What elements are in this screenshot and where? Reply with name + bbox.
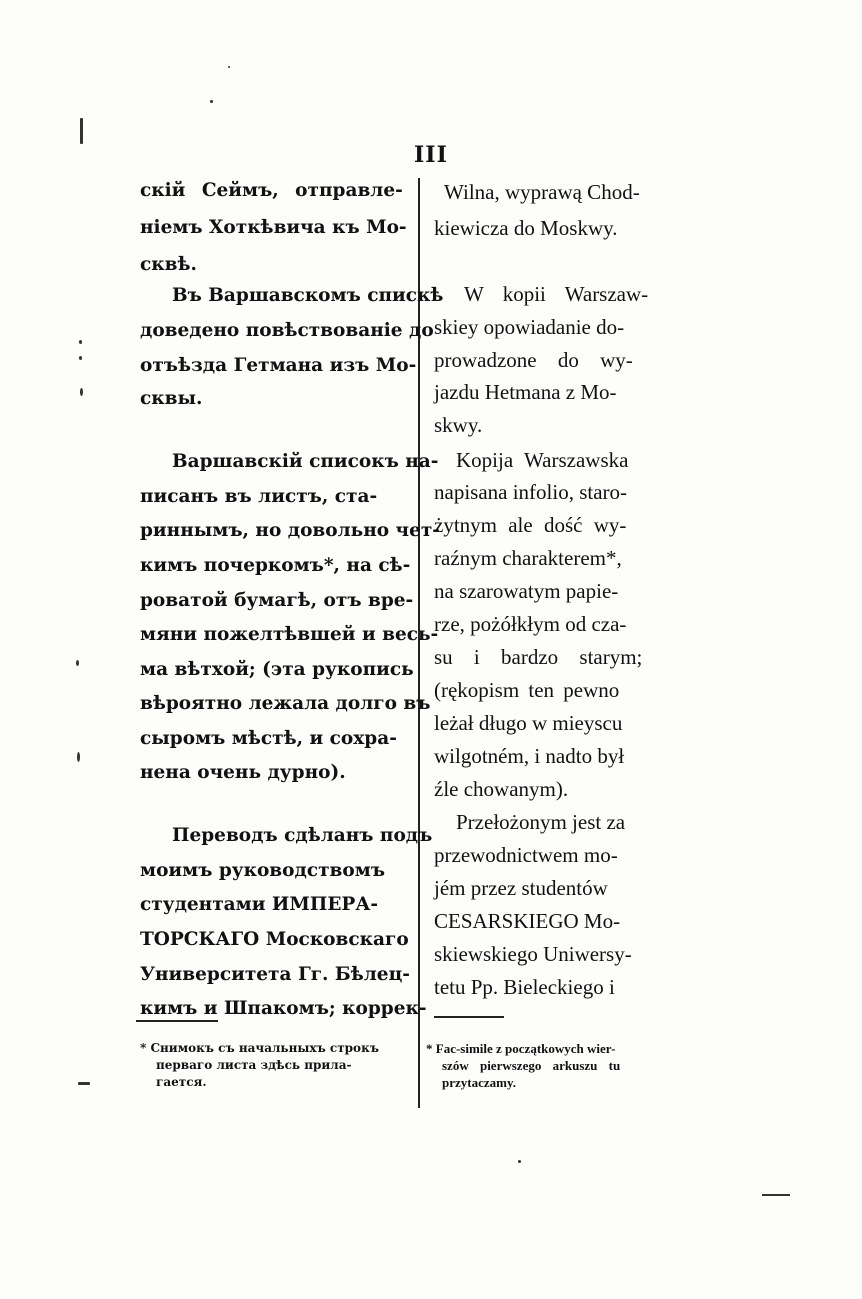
scan-mark [210, 100, 213, 103]
pl-footnote [426, 1040, 620, 1091]
ru-line: мяни пожелтѣвшей и весь- [140, 624, 439, 645]
pl-line: żytnym ale dość wy- [434, 513, 627, 537]
ru-line: отъѣзда Гетмана изъ Мо- [140, 355, 417, 376]
ru-line: моимъ руководствомъ [140, 860, 386, 881]
pl-line: wilgotném, i nadto był [434, 744, 625, 768]
pl-line: raźnym charakterem*, [434, 546, 622, 570]
pl-footnote-line: szów pierwszego arkuszu tu [442, 1058, 621, 1073]
ru-footnote-line: гается. [156, 1075, 207, 1089]
scan-mark [78, 1082, 90, 1085]
scan-mark [77, 752, 80, 762]
pl-line: jém przez studentów [434, 876, 608, 900]
page-number: III [414, 142, 448, 168]
pl-line: prowadzone do wy- [434, 348, 633, 372]
pl-line: CESARSKIEGO Mo- [434, 909, 621, 933]
ru-line: студентами ИМПЕРА- [140, 894, 379, 915]
ru-line: ТОРСКАГО Московскаго [140, 929, 409, 950]
ru-line: скій Сеймъ, отправле- [140, 180, 403, 201]
pl-line: skwy. [434, 413, 483, 437]
pl-line: Przełożonym jest za [456, 810, 626, 834]
ru-line: кимъ и Шпакомъ; коррек- [140, 998, 427, 1019]
pl-line: skiewskiego Uniwersy- [434, 942, 632, 966]
pl-footnote-line: przytaczamy. [442, 1075, 517, 1090]
scan-mark [80, 388, 83, 396]
ru-line: ніемъ Хоткѣвича къ Мо- [140, 217, 407, 238]
ru-line: доведено повѣствованіе до [140, 320, 434, 341]
ru-line: кимъ почеркомъ*, на сѣ- [140, 555, 411, 576]
ru-line: Варшавскій списокъ на- [172, 451, 439, 472]
pl-line: jazdu Hetmana z Mo- [434, 380, 617, 404]
ru-line: роватой бумагѣ, отъ вре- [140, 590, 414, 611]
scan-mark [518, 1160, 521, 1163]
pl-line: Kopija Warszawska [456, 448, 629, 472]
ru-line: сквы. [140, 388, 203, 409]
ru-line: сыромъ мѣстѣ, и сохра- [140, 728, 397, 749]
pl-line: Wilna, wyprawą Chod- [444, 180, 640, 204]
pl-line: su i bardzo starym; [434, 645, 643, 669]
scan-mark [79, 340, 82, 344]
pl-line: na szarowatym papie- [434, 579, 619, 603]
ru-line: сквѣ. [140, 254, 197, 275]
ru-line: Переводъ сдѣланъ подъ [172, 825, 433, 846]
pl-line: skiey opowiadanie do- [434, 315, 625, 339]
ru-line: ма вѣтхой; (эта рукопись [140, 659, 414, 680]
ru-line: риннымъ, но довольно чет- [140, 520, 440, 541]
footnote-rule-right [434, 1016, 504, 1018]
scan-mark [79, 356, 82, 360]
ru-line: вѣроятно лежала долго въ [140, 693, 431, 714]
pl-line: napisana infolio, staro- [434, 480, 628, 504]
scan-mark [76, 660, 79, 666]
scan-mark [228, 66, 230, 68]
ru-footnote-line: * Снимокъ съ начальныхъ строкъ [140, 1041, 379, 1055]
pl-line: rze, pożółkłym od cza- [434, 612, 627, 636]
pl-line: tetu Pp. Bieleckiego i [434, 975, 615, 999]
ru-line: писанъ въ листъ, ста- [140, 486, 378, 507]
ru-line: нена очень дурно). [140, 762, 346, 783]
ru-footnote-line: перваго листа здѣсь прила- [156, 1058, 352, 1072]
ru-line: Университета Гг. Бѣлец- [140, 964, 410, 985]
pl-line: kiewicza do Moskwy. [434, 216, 618, 240]
footnote-rule-left [136, 1020, 218, 1022]
pl-line: (rękopism ten pewno [434, 678, 620, 702]
ru-footnote [140, 1040, 379, 1091]
scan-mark [80, 118, 83, 144]
pl-line: W kopii Warszaw- [464, 282, 649, 306]
pl-line: źle chowanym). [434, 777, 569, 801]
printer-mark [762, 1194, 790, 1196]
pl-line: leżał długo w mieyscu [434, 711, 623, 735]
pl-footnote-line: * Fac-simile z początkowych wier- [426, 1041, 616, 1056]
ru-line: Въ Варшавскомъ спискѣ [172, 285, 444, 306]
pl-line: przewodnictwem mo- [434, 843, 618, 867]
